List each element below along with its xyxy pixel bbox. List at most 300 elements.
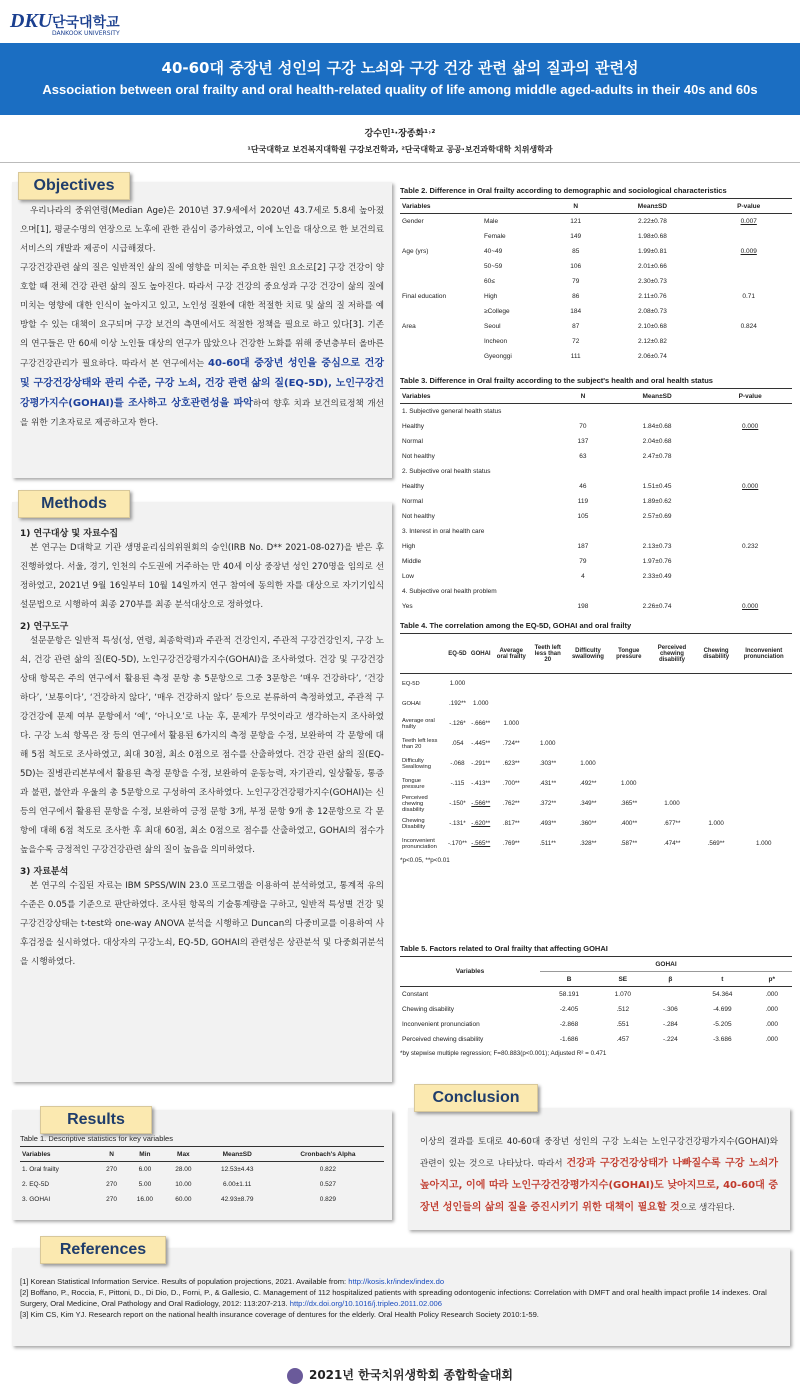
table-cell: Seoul xyxy=(484,322,501,330)
table-cell: .551 xyxy=(616,1020,630,1028)
table-cell xyxy=(697,674,736,694)
table-cell: -.291** xyxy=(471,760,491,767)
title-korean: 40-60대 중장년 성인의 구강 노쇠와 구강 건강 관련 삶의 질과의 관련성 xyxy=(161,59,639,77)
references-heading: References xyxy=(40,1236,166,1264)
table-cell: 2. Subjective oral health status xyxy=(402,467,491,475)
table-cell: 50~59 xyxy=(484,262,503,270)
table-cell: 12.53±4.43 xyxy=(220,1165,254,1173)
table-cell: Not healthy xyxy=(402,512,435,520)
table-cell: -.150* xyxy=(449,800,466,807)
table1-body xyxy=(20,1162,384,1207)
methods-p2: 설문문항은 일반적 특성(성, 연령, 최종학력)과 주관적 건강인지, 주관적 구강건강인지, 구강 노쇠, 건강 관련 삶의 질(EQ-5D), 노인구강건강평가지수(GOHAI)을 조사하였다. 건강 및 구강건강상태 항목은 주의 연구에서 활용된 측정 문항 총 5문항으로 그중 3문항은 ‘매우 건강하다’, ‘건강하다’, ‘보통이다’, ‘건강하지 않다’, ‘매우 건강하지 않다’ 등으로 분류하여 측정하였고, 주관적 구강건강에 문제 여부 문항에서 ‘예’, ‘아니오’로 나눈 후, 문제가 무엇이라고 생각하는지 조사하였다. 구강 노쇠 항목은 장 등의 연구에서 활용된 6가지의 측정 문항을 수정, 보완하여 각 문항에 대해 5점 척도로 조사하였고, 최대 30점, 최소 0점으로 점수를 산출하였다. 건강 관련 삶의 질(EQ-5D)는 질병관리본부에서 활용된 측정 문항을 수정, 보완하여 운동능력, 자기관리, 일상활동, 통증과 불편, 불안과 우울의 총 5문항으로 구성하여 조사하였다. 노인구강건강평가지수(GOHAI)는 신 등의 연구에서 활용된 문항을 수정, 보완하여 긍정 문항 3개, 부정 문항 9개 총 12문항으로 각 문항에 대해 6점 척도로 조사한 후 최대 60점, 최소 0점으로 점수를 산출하였고, GOHAI의 점수가 높을수록 긍정적인 구강건강관련 삶의 질이 높음을 의미하였다. xyxy=(20,636,384,855)
table-cell: .492** xyxy=(579,780,597,787)
affiliation: ¹단국대학교 보건복지대학원 구강보건학과, ²단국대학교 공공·보건과학대학 치위생학과 xyxy=(247,145,553,154)
table-cell xyxy=(530,714,566,734)
table-cell: 40~49 xyxy=(484,247,503,255)
table-cell: 105 xyxy=(577,512,589,520)
objectives-heading: Objectives xyxy=(18,172,130,200)
table-cell: 1.84±0.68 xyxy=(642,422,672,430)
table-cell: Chewing Disability xyxy=(402,817,426,830)
table-cell: .328** xyxy=(579,840,597,847)
table-cell: Age (yrs) xyxy=(402,247,429,255)
table-cell: Female xyxy=(484,232,506,240)
table-row xyxy=(400,584,792,599)
t3-h0: Variables xyxy=(400,389,560,404)
table-cell: 3. Interest in oral health care xyxy=(402,527,485,535)
table-cell xyxy=(708,404,792,419)
table-header-cell: Chewing disability xyxy=(697,634,736,674)
table-cell: Not healthy xyxy=(402,452,435,460)
table-row xyxy=(400,434,792,449)
t3-h2: Mean±SD xyxy=(606,389,708,404)
t5-h5: p* xyxy=(751,972,792,987)
objectives-p1: 우리나라의 중위연령(Median Age)은 2010년 37.9세에서 2020년 43.7세로 5.8세 높아졌으며[1], 평균수명의 연장으로 노후에 관한 관심이 증가하였고, 이에 노인을 대상으로 한 보건의료서비스의 개발과 제공이 시급해졌다. xyxy=(20,206,384,254)
table-row xyxy=(400,259,792,274)
table-cell xyxy=(400,349,482,364)
table-cell xyxy=(705,334,792,349)
table-row xyxy=(400,987,792,1002)
table-cell xyxy=(610,754,647,774)
table1-caption: Table 1. Descriptive statistics for key variables xyxy=(20,1134,173,1143)
table-cell: 1.51±0.45 xyxy=(642,482,672,490)
ref1-text: [1] Korean Statistical Information Service. Results of population projections, 2021. Available from: xyxy=(20,1277,349,1286)
table-cell: .493** xyxy=(539,820,557,827)
table-header-cell: Teeth left less than 20 xyxy=(530,634,566,674)
table3-caption: Table 3. Difference in Oral frailty according to the subject's health and oral health status xyxy=(400,376,713,385)
conclusion-b: 으로 생각된다. xyxy=(679,1203,735,1213)
table-cell: Inconvenient pronunciation xyxy=(402,837,437,850)
table-cell: 1.000 xyxy=(755,840,772,847)
methods-p3: 본 연구의 수집된 자료는 IBM SPSS/WIN 23.0 프로그램을 이용하여 분석하였고, 통계적 유의수준은 0.05를 기준으로 판단하였다. 조사된 항목의 기술통계량을 구하고, 일반적 특성별 건강 및 구강건강상태는 t-test와 one-way ANOVA 분석을 시행하고 Duncan의 다중비교를 이용하여 사후검정을 실시하였다. 대상자의 구강노쇠, EQ-5D, GOHAI의 관련성은 상관분석 및 다중회귀분석을 시행하였다. xyxy=(20,881,384,967)
table-cell: 2.22±0.78 xyxy=(637,217,667,225)
table-cell: 58.191 xyxy=(559,990,580,998)
table-cell: .400** xyxy=(620,820,638,827)
table-cell xyxy=(493,674,530,694)
table-row xyxy=(400,494,792,509)
table-cell: .700** xyxy=(502,780,520,787)
table-cell: Middle xyxy=(402,557,422,565)
table-cell xyxy=(400,274,482,289)
table2-body xyxy=(400,214,792,364)
conclusion-box xyxy=(408,1108,790,1230)
table-cell: Gender xyxy=(402,217,424,225)
table-cell: 1.000 xyxy=(503,720,520,727)
table-row xyxy=(400,734,792,754)
table-cell: 187 xyxy=(577,542,589,550)
table-cell: 1.89±0.62 xyxy=(642,497,672,505)
table2-block xyxy=(400,186,792,364)
table-cell xyxy=(705,304,792,319)
table-cell xyxy=(705,274,792,289)
table-cell: .000 xyxy=(765,1035,779,1043)
table-cell: 79 xyxy=(579,557,587,565)
table-cell: 0.527 xyxy=(319,1180,337,1188)
table-cell: 54.364 xyxy=(712,990,733,998)
table-cell xyxy=(566,674,611,694)
table5-footnote: *by stepwise multiple regression; F=80.883(p<0.001); Adjusted R² = 0.471 xyxy=(400,1049,607,1057)
table-cell: 70 xyxy=(579,422,587,430)
table-cell: Perceived chewing disability xyxy=(402,794,428,813)
table-cell: 1.000 xyxy=(449,680,466,688)
table-row xyxy=(400,304,792,319)
references-list xyxy=(20,1276,782,1320)
table-cell: Difficulty Swallowing xyxy=(402,757,431,770)
table-cell xyxy=(610,734,647,754)
table-cell xyxy=(469,674,493,694)
table-row xyxy=(400,509,792,524)
table-cell: .372** xyxy=(539,800,557,807)
table-cell: .360** xyxy=(579,820,597,827)
table-cell: -.666** xyxy=(471,720,491,727)
table3 xyxy=(400,388,792,614)
table-cell xyxy=(400,229,482,244)
table-cell: 198 xyxy=(577,602,589,610)
logo-mark: DKU xyxy=(10,10,53,32)
conclusion-highlight: 건강과 구강건강상태가 나빠질수록 구강 노쇠가 높아지고, 이에 따라 노인구강건강평가지수(GOHAI)도 낮아지므로, 40-60대 중장년 성인들의 삶의 질을 증진시키기 위한 대책이 필요할 것 xyxy=(420,1158,778,1213)
table-cell: -2.405 xyxy=(559,1005,579,1013)
table-cell: 4. Subjective oral health problem xyxy=(402,587,497,595)
table-cell: 10.00 xyxy=(175,1180,192,1188)
table-cell: 1.070 xyxy=(614,990,631,998)
table-cell: .724** xyxy=(502,740,520,747)
t1-h2: Min xyxy=(126,1147,164,1162)
table-cell: .762** xyxy=(502,800,520,807)
table-cell: .303** xyxy=(539,760,557,767)
table-cell: 63 xyxy=(579,452,587,460)
table-cell: .000 xyxy=(765,990,779,998)
table-cell xyxy=(697,794,736,814)
table-cell: .000 xyxy=(765,1005,779,1013)
table-cell: 4 xyxy=(581,572,585,580)
table-row xyxy=(400,449,792,464)
table-row xyxy=(400,674,792,694)
objectives-text xyxy=(20,202,384,433)
table-cell xyxy=(708,449,792,464)
table1-header xyxy=(20,1147,384,1162)
table-cell xyxy=(697,734,736,754)
table-cell: 0.829 xyxy=(319,1195,337,1203)
table-cell xyxy=(566,714,611,734)
authors: 강수민¹·장종화¹˒² xyxy=(364,129,436,139)
table-row xyxy=(400,334,792,349)
table-cell: 0.009 xyxy=(740,247,757,255)
objectives-p2a: 구강건강관련 삶의 질은 일반적인 삶의 질에 영향을 미치는 주요한 원인 요소로[2] 구강 건강이 양호할 때 전체 건강 관련 삶의 질도 높아진다. 따라서 구강 건강의 중요성과 구강 건강이 삶의 질에 미치는 영향에 대한 인식이 높아지고 있고, 노인성 질환에 대한 적절한 치료 및 삶의 질 저하를 예방할 수 있는 대책이 요구되며 구강 보건의 측면에서도 적절한 정책을 필요로 하고 있다[3]. 기존의 연구들은 만 60세 이상 노인들 대상의 연구가 많았으나 건강한 노화를 위해 중년층부터 올바른 구강건강관리가 필요하다. 따라서 본 연구에서는 xyxy=(20,263,384,369)
table-header-cell: Difficulty swallowing xyxy=(566,634,611,674)
table3-body xyxy=(400,404,792,614)
table-cell: Average oral frailty xyxy=(402,717,435,730)
table-row xyxy=(400,814,792,834)
table-cell: 1. Oral frailty xyxy=(22,1165,59,1173)
table-cell: 1.98±0.68 xyxy=(637,232,667,240)
results-heading: Results xyxy=(40,1106,152,1134)
table-cell: .365** xyxy=(620,800,638,807)
table-cell: Chewing disability xyxy=(402,1005,455,1013)
table-header-cell xyxy=(400,634,446,674)
table-cell: 0.822 xyxy=(319,1165,337,1173)
table-header-cell: Perceived chewing disability xyxy=(647,634,697,674)
table-row xyxy=(400,274,792,289)
t2-h4: P-value xyxy=(705,199,792,214)
table-cell xyxy=(560,464,606,479)
table-cell: Yes xyxy=(402,602,413,610)
table-cell: High xyxy=(484,292,498,300)
table-cell: 2. EQ-5D xyxy=(22,1180,50,1188)
table-row xyxy=(400,539,792,554)
t1-h5: Cronbach's Alpha xyxy=(272,1147,384,1162)
table-cell: 2.47±0.78 xyxy=(642,452,672,460)
table-cell xyxy=(647,734,697,754)
table-cell: 60≤ xyxy=(484,277,495,285)
table-cell: 16.00 xyxy=(136,1195,154,1203)
table-cell: 1.97±0.76 xyxy=(642,557,672,565)
table-row xyxy=(400,694,792,714)
table-cell xyxy=(647,674,697,694)
table-cell xyxy=(708,569,792,584)
t1-h0: Variables xyxy=(20,1147,97,1162)
table-cell xyxy=(705,349,792,364)
table-cell: .457 xyxy=(616,1035,630,1043)
reference-1 xyxy=(20,1276,782,1287)
table-cell: 2.11±0.76 xyxy=(638,292,667,300)
table-cell xyxy=(697,694,736,714)
table-cell xyxy=(610,694,647,714)
table-cell: -.126* xyxy=(449,720,466,727)
table-row xyxy=(20,1177,384,1192)
table-cell: 2.30±0.73 xyxy=(637,277,667,285)
table-row xyxy=(400,834,792,854)
table-cell: 270 xyxy=(106,1165,117,1173)
table-cell: -5.205 xyxy=(713,1020,732,1028)
table-cell xyxy=(530,674,566,694)
conclusion-text xyxy=(420,1132,778,1219)
table5-body xyxy=(400,987,792,1047)
table-cell xyxy=(647,754,697,774)
logo-sub: DANKOOK UNIVERSITY xyxy=(52,30,120,37)
table-cell: 270 xyxy=(106,1195,117,1203)
table-cell: 2.57±0.69 xyxy=(642,512,672,520)
table-row xyxy=(400,599,792,614)
table-cell: 2.26±0.74 xyxy=(642,602,672,610)
table-cell: ≥College xyxy=(484,307,510,315)
table1 xyxy=(20,1146,384,1207)
table-cell: 60.00 xyxy=(175,1195,192,1203)
table-header-cell: Tongue pressure xyxy=(610,634,647,674)
table-cell: 0.232 xyxy=(742,542,759,550)
table-cell: .054 xyxy=(451,740,464,747)
ref2-link[interactable]: http://dx.doi.org/10.1016/j.tripleo.2011.02.006 xyxy=(289,1299,443,1308)
table-cell: .431** xyxy=(539,780,557,787)
table-cell: 111 xyxy=(570,352,581,360)
table-cell: 6.00 xyxy=(138,1165,152,1173)
methods-h3: 3) 자료분석 xyxy=(20,867,69,877)
table4-header xyxy=(400,634,792,674)
table2 xyxy=(400,198,792,364)
objectives-p2 xyxy=(20,259,384,433)
table-cell: .677** xyxy=(663,820,681,827)
table-cell: Healthy xyxy=(402,422,425,430)
table-row xyxy=(400,754,792,774)
table-cell: .569** xyxy=(707,840,725,847)
table-cell xyxy=(708,584,792,599)
t2-h2: N xyxy=(552,199,599,214)
table-row xyxy=(400,419,792,434)
university-logo xyxy=(10,10,120,40)
table-row xyxy=(400,1032,792,1047)
table-cell: 85 xyxy=(572,247,580,255)
table-cell: 3. GOHAI xyxy=(22,1195,51,1203)
table-cell: 2.13±0.73 xyxy=(642,542,672,550)
table-cell xyxy=(647,987,693,1002)
table-cell: .512 xyxy=(616,1005,630,1013)
table-cell: 1. Subjective general health status xyxy=(402,407,502,415)
table-cell: 0.000 xyxy=(742,422,759,430)
table-row xyxy=(400,479,792,494)
table-cell: 6.00±1.11 xyxy=(223,1180,252,1188)
table-row xyxy=(400,524,792,539)
table-cell: 184 xyxy=(570,307,582,315)
table-row xyxy=(400,569,792,584)
table-cell: GOHAI xyxy=(402,700,421,707)
table-cell xyxy=(493,694,530,714)
table-cell: -.445** xyxy=(471,740,491,747)
table-cell: Teeth left less than 20 xyxy=(402,737,438,750)
table-cell: 270 xyxy=(106,1180,117,1188)
table-cell: Perceived chewing disability xyxy=(402,1035,484,1043)
table-cell xyxy=(560,524,606,539)
table-cell xyxy=(705,259,792,274)
table5-block xyxy=(400,944,792,1057)
table-row xyxy=(20,1192,384,1207)
title-english: Association between oral frailty and oral health-related quality of life among middle aged-adults in their 40s and 60s xyxy=(42,82,758,97)
t3-h1: N xyxy=(560,389,606,404)
table-cell xyxy=(647,774,697,794)
table-cell: 46 xyxy=(579,482,587,490)
table-header-cell: GOHAI xyxy=(469,634,493,674)
table-row xyxy=(400,774,792,794)
objectives-highlight: 40-60대 중장년 성인을 중심으로 건강 및 구강건강상태와 관리 수준, 구강 노쇠, 건강 관련 삶의 질(EQ-5D), 노인구강건강평가지수(GOHAI)를 조사하고 상호관련성을 파악 xyxy=(20,358,384,409)
table-cell xyxy=(708,494,792,509)
table-cell xyxy=(735,694,792,714)
table-cell: Area xyxy=(402,322,416,330)
title-banner xyxy=(0,43,800,115)
table-cell xyxy=(530,694,566,714)
table-row xyxy=(400,1002,792,1017)
table-cell: -.413** xyxy=(471,780,491,787)
t1-h4: Mean±SD xyxy=(203,1147,272,1162)
table-cell: -1.686 xyxy=(559,1035,579,1043)
objectives-p2b: 하여 향후 치과 보건의료정책 개선을 위한 기초자료로 제공하고자 한다. xyxy=(20,399,384,428)
t2-h0: Variables xyxy=(400,199,482,214)
reference-3: [3] Kim CS, Kim YJ. Research report on the national health insurance coverage of dentures for the elderly. Oral Health Policy Research Society 2010:1-59. xyxy=(20,1310,539,1319)
reference-2 xyxy=(20,1287,782,1309)
methods-box xyxy=(12,502,392,1082)
table-cell: 79 xyxy=(572,277,580,285)
t2-h1 xyxy=(482,199,552,214)
table-cell xyxy=(610,674,647,694)
table-cell: -.620** xyxy=(471,820,491,827)
table-cell xyxy=(566,694,611,714)
t5-h0: Variables xyxy=(400,957,540,987)
table-cell: -.566** xyxy=(471,800,491,807)
table-cell: -.131* xyxy=(449,820,466,827)
table-row xyxy=(400,244,792,259)
table-cell: EQ-5D xyxy=(402,680,420,687)
table-cell: -.306 xyxy=(662,1005,678,1013)
t1-h3: Max xyxy=(164,1147,202,1162)
table-row xyxy=(400,349,792,364)
table-cell: .474** xyxy=(663,840,681,847)
table-row xyxy=(20,1162,384,1177)
table2-caption: Table 2. Difference in Oral frailty according to demographic and sociological characteristics xyxy=(400,186,727,195)
table-cell xyxy=(708,434,792,449)
table-cell: 121 xyxy=(570,217,582,225)
t3-h3: P-value xyxy=(708,389,792,404)
table-row xyxy=(400,794,792,814)
table-cell: 149 xyxy=(570,232,582,240)
t5-group: GOHAI xyxy=(540,957,792,972)
t1-h1: N xyxy=(97,1147,125,1162)
table-cell xyxy=(560,584,606,599)
table-cell: 106 xyxy=(570,262,582,270)
logo-name: 단국대학교 xyxy=(52,15,120,31)
table-row xyxy=(400,229,792,244)
table-cell: 72 xyxy=(572,337,580,345)
table-cell: -.284 xyxy=(662,1020,678,1028)
table-cell xyxy=(697,714,736,734)
table-cell: -.565** xyxy=(471,840,491,847)
table-cell xyxy=(400,334,482,349)
table-cell: 2.04±0.68 xyxy=(642,437,672,445)
table-cell: -.170** xyxy=(448,840,467,847)
table-row xyxy=(400,289,792,304)
table-header-cell: Average oral frailty xyxy=(493,634,530,674)
table-cell: .511** xyxy=(539,840,556,847)
table-cell: .623** xyxy=(502,760,520,767)
table3-header xyxy=(400,389,792,404)
table-cell: 1.000 xyxy=(621,780,637,787)
table-row xyxy=(400,404,792,419)
methods-heading: Methods xyxy=(18,490,130,518)
table-row xyxy=(400,1017,792,1032)
table-cell xyxy=(697,754,736,774)
table4-caption: Table 4. The correlation among the EQ-5D, GOHAI and oral frailty xyxy=(400,621,632,630)
table-cell xyxy=(606,404,708,419)
table-cell: .349** xyxy=(579,800,597,807)
table-cell: -3.686 xyxy=(713,1035,732,1043)
table4 xyxy=(400,633,792,854)
table-cell: 0.000 xyxy=(742,602,759,610)
table-cell: 119 xyxy=(577,497,589,505)
table-cell xyxy=(610,714,647,734)
event-footer xyxy=(0,1366,800,1384)
methods-h1: 1) 연구대상 및 자료수집 xyxy=(20,529,119,539)
table-cell: 1.99±0.81 xyxy=(637,247,667,255)
table-row xyxy=(400,319,792,334)
table-cell: 0.824 xyxy=(740,322,757,330)
table2-header xyxy=(400,199,792,214)
table5-group-row xyxy=(400,957,792,972)
objectives-box xyxy=(12,182,392,478)
t5-h3: β xyxy=(647,972,693,987)
table-cell: Normal xyxy=(402,437,423,445)
table-cell: Male xyxy=(484,217,499,225)
ref1-link[interactable]: http://kosis.kr/index/index.do xyxy=(348,1277,445,1286)
table-cell: -.115 xyxy=(450,780,465,787)
table-cell: Normal xyxy=(402,497,423,505)
conclusion-a: 이상의 결과를 토대로 40-60대 중장년 성인의 구강 노쇠는 노인구강건강평가지수(GOHAI)와 관련이 있는 것으로 나타났다. 따라서 xyxy=(420,1137,778,1169)
ref2-text: [2] Boffano, P., Roccia, F., Pittoni, D., Di Dio, D., Forni, P., & Gallesio, C. Management of 112 hospitalized patients with spreading odontogenic infections: Correlation with DMFT and oral health impact profile 14 indexes. Oral Surgery, Oral Medicine, Oral Pathology and Oral Radiology, 2012: 113:207-213. xyxy=(20,1288,767,1308)
table-cell: 2.33±0.49 xyxy=(642,572,672,580)
